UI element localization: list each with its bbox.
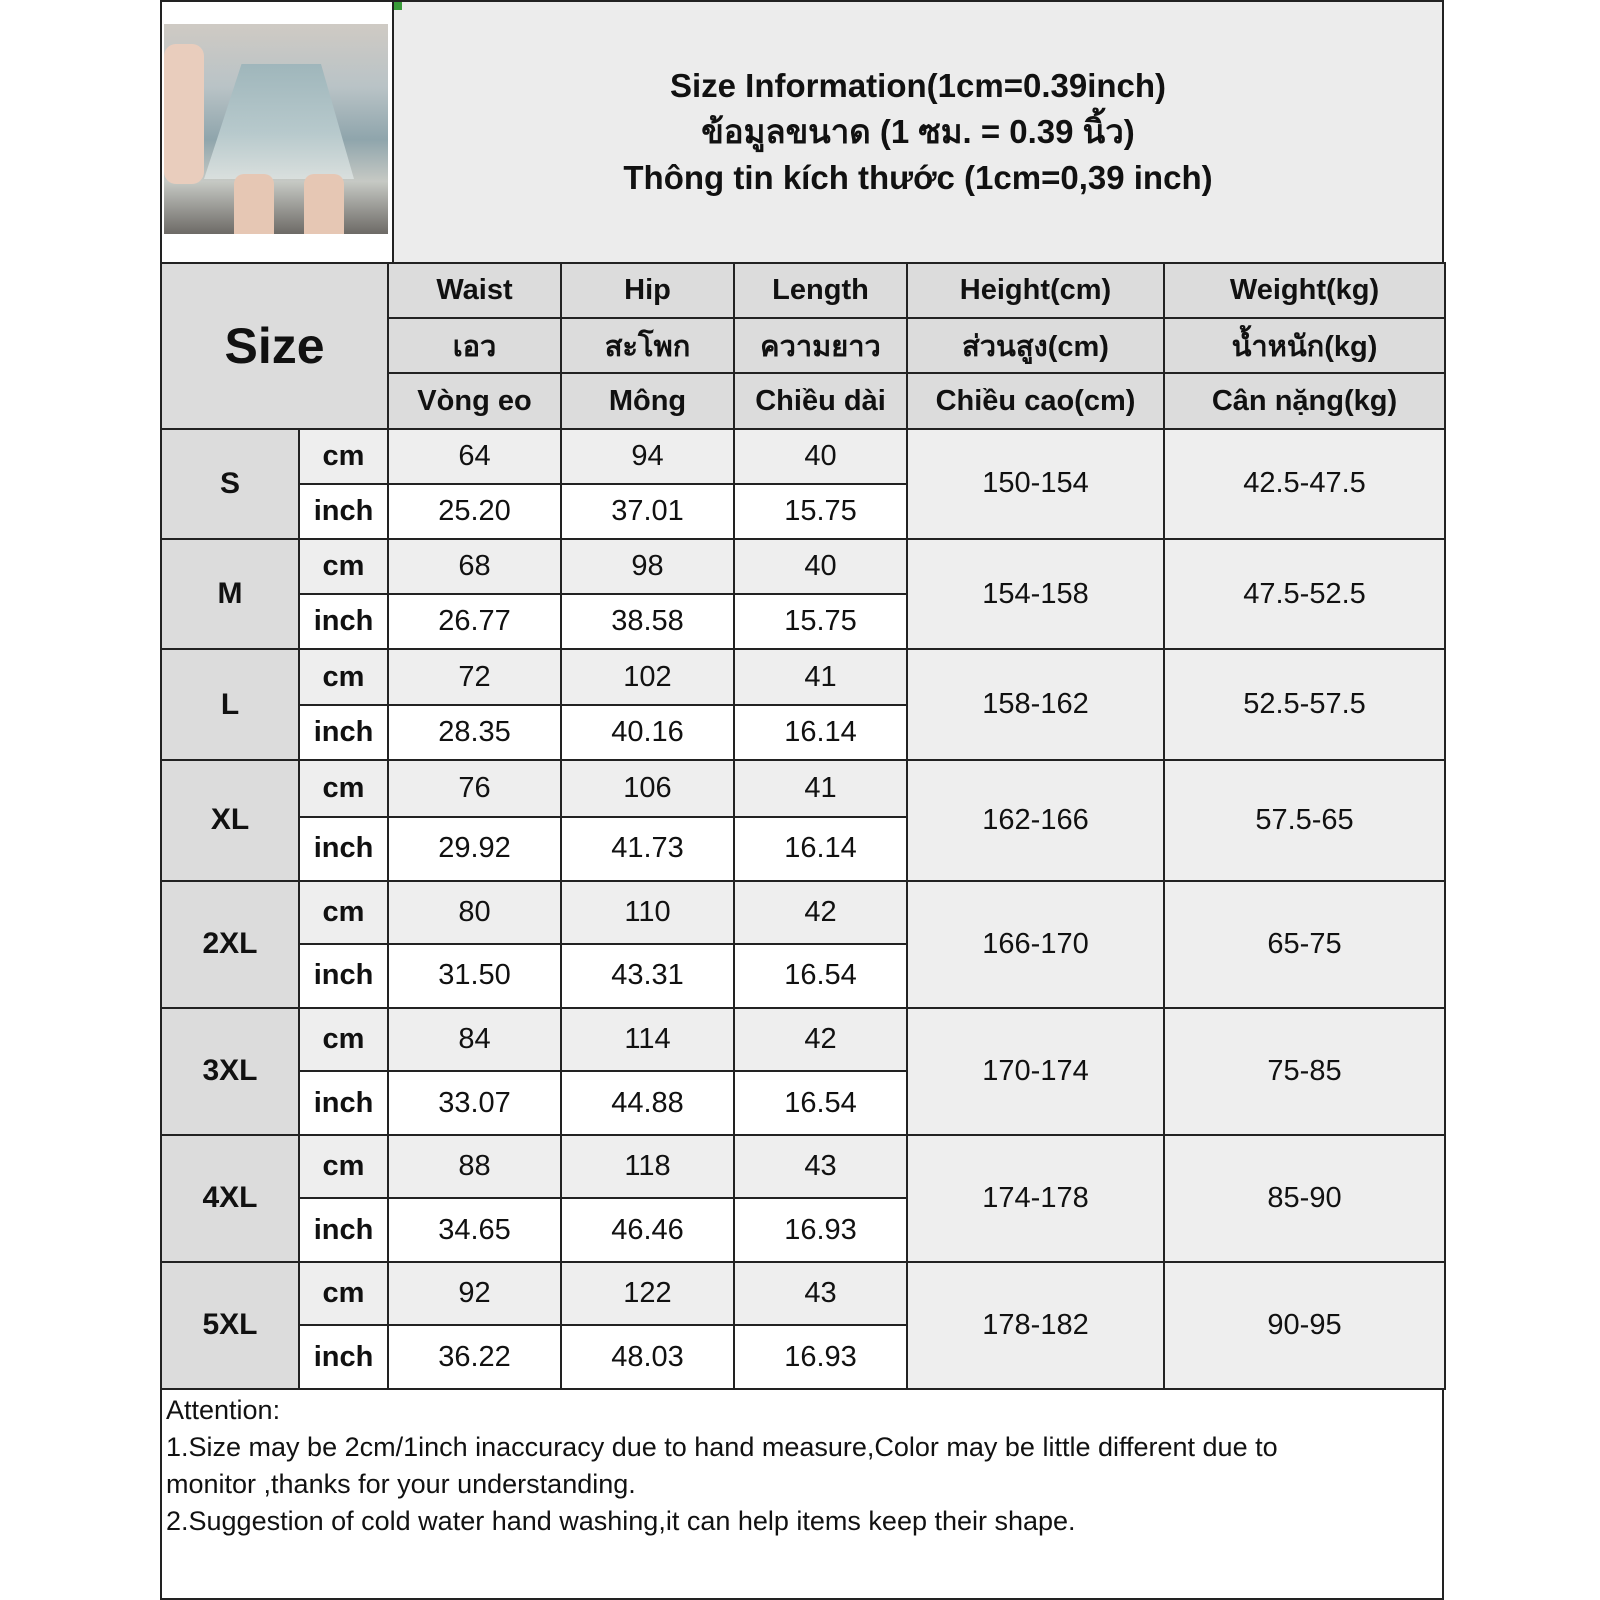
product-photo [164, 24, 388, 234]
col-header-weight-en: Weight(kg) [1164, 263, 1445, 318]
weight-range: 52.5-57.5 [1164, 649, 1445, 759]
height-range: 170-174 [907, 1008, 1164, 1135]
weight-range: 42.5-47.5 [1164, 429, 1445, 539]
size-label: XL [161, 760, 299, 881]
table-row [161, 1262, 1445, 1326]
unit-inch: inch [299, 1071, 388, 1135]
length-inch: 16.54 [734, 944, 907, 1008]
hip-cm: 122 [561, 1262, 734, 1326]
height-range: 174-178 [907, 1135, 1164, 1262]
col-header-height-vi: Chiều cao(cm) [907, 373, 1164, 428]
col-header-height-en: Height(cm) [907, 263, 1164, 318]
hip-cm: 110 [561, 881, 734, 945]
table-row [161, 429, 1445, 484]
size-label: 2XL [161, 881, 299, 1008]
notes-line: 1.Size may be 2cm/1inch inaccuracy due to hand measure,Color may be little different due to [166, 1432, 1278, 1462]
length-cm: 40 [734, 429, 907, 484]
size-info-title [392, 2, 1442, 262]
waist-cm: 80 [388, 881, 561, 945]
table-row [161, 539, 1445, 594]
unit-inch: inch [299, 594, 388, 649]
unit-inch: inch [299, 1325, 388, 1389]
length-cm: 43 [734, 1262, 907, 1326]
waist-cm: 92 [388, 1262, 561, 1326]
title-vietnamese: Thông tin kích thước (1cm=0,39 inch) [623, 159, 1213, 196]
weight-range: 47.5-52.5 [1164, 539, 1445, 649]
corner-accent [394, 2, 402, 10]
height-range: 158-162 [907, 649, 1164, 759]
col-header-hip-vi: Mông [561, 373, 734, 428]
weight-range: 65-75 [1164, 881, 1445, 1008]
title-thai: ข้อมูลขนาด (1 ซม. = 0.39 นิ้ว) [701, 113, 1135, 150]
product-photo-skirt [204, 64, 354, 179]
unit-inch: inch [299, 944, 388, 1008]
length-inch: 16.54 [734, 1071, 907, 1135]
height-range: 150-154 [907, 429, 1164, 539]
unit-cm: cm [299, 881, 388, 945]
waist-cm: 68 [388, 539, 561, 594]
notes-line: 2.Suggestion of cold water hand washing,it can help items keep their shape. [166, 1506, 1076, 1536]
height-range: 162-166 [907, 760, 1164, 881]
size-label: M [161, 539, 299, 649]
unit-cm: cm [299, 539, 388, 594]
waist-cm: 84 [388, 1008, 561, 1072]
length-cm: 42 [734, 881, 907, 945]
table-row [161, 649, 1445, 704]
col-header-weight-th: น้ำหนัก(kg) [1164, 318, 1445, 373]
hip-inch: 38.58 [561, 594, 734, 649]
length-cm: 43 [734, 1135, 907, 1199]
height-range: 166-170 [907, 881, 1164, 1008]
waist-cm: 64 [388, 429, 561, 484]
col-header-hip-th: สะโพก [561, 318, 734, 373]
hip-inch: 44.88 [561, 1071, 734, 1135]
hip-cm: 94 [561, 429, 734, 484]
unit-inch: inch [299, 705, 388, 760]
attention-notes [166, 1392, 1436, 1540]
waist-inch: 31.50 [388, 944, 561, 1008]
table-row [161, 1008, 1445, 1072]
product-photo-arm [164, 44, 204, 184]
table-row [161, 760, 1445, 817]
size-label: 4XL [161, 1135, 299, 1262]
size-label: S [161, 429, 299, 539]
length-inch: 16.93 [734, 1325, 907, 1389]
col-header-waist-vi: Vòng eo [388, 373, 561, 428]
weight-range: 57.5-65 [1164, 760, 1445, 881]
unit-cm: cm [299, 1262, 388, 1326]
unit-inch: inch [299, 1198, 388, 1262]
unit-cm: cm [299, 760, 388, 817]
size-label: L [161, 649, 299, 759]
length-cm: 41 [734, 760, 907, 817]
length-inch: 15.75 [734, 594, 907, 649]
waist-inch: 26.77 [388, 594, 561, 649]
hip-inch: 43.31 [561, 944, 734, 1008]
hip-cm: 114 [561, 1008, 734, 1072]
size-label: 3XL [161, 1008, 299, 1135]
hip-inch: 48.03 [561, 1325, 734, 1389]
table-row [161, 1135, 1445, 1199]
hip-cm: 102 [561, 649, 734, 704]
weight-range: 75-85 [1164, 1008, 1445, 1135]
waist-inch: 25.20 [388, 484, 561, 539]
waist-inch: 33.07 [388, 1071, 561, 1135]
length-inch: 15.75 [734, 484, 907, 539]
col-header-waist-en: Waist [388, 263, 561, 318]
col-header-waist-th: เอว [388, 318, 561, 373]
hip-inch: 40.16 [561, 705, 734, 760]
length-inch: 16.14 [734, 817, 907, 881]
waist-cm: 76 [388, 760, 561, 817]
length-cm: 42 [734, 1008, 907, 1072]
size-header: Size [161, 263, 388, 429]
hip-cm: 98 [561, 539, 734, 594]
col-header-hip-en: Hip [561, 263, 734, 318]
col-header-length-en: Length [734, 263, 907, 318]
length-inch: 16.14 [734, 705, 907, 760]
col-header-length-th: ความยาว [734, 318, 907, 373]
height-range: 154-158 [907, 539, 1164, 649]
col-header-length-vi: Chiều dài [734, 373, 907, 428]
length-cm: 40 [734, 539, 907, 594]
product-photo-leg [234, 174, 274, 234]
waist-inch: 28.35 [388, 705, 561, 760]
waist-cm: 88 [388, 1135, 561, 1199]
weight-range: 90-95 [1164, 1262, 1445, 1389]
waist-cm: 72 [388, 649, 561, 704]
unit-inch: inch [299, 817, 388, 881]
col-header-height-th: ส่วนสูง(cm) [907, 318, 1164, 373]
hip-inch: 37.01 [561, 484, 734, 539]
col-header-weight-vi: Cân nặng(kg) [1164, 373, 1445, 428]
weight-range: 85-90 [1164, 1135, 1445, 1262]
unit-inch: inch [299, 484, 388, 539]
waist-inch: 36.22 [388, 1325, 561, 1389]
hip-inch: 41.73 [561, 817, 734, 881]
title-english: Size Information(1cm=0.39inch) [669, 67, 1167, 104]
hip-inch: 46.46 [561, 1198, 734, 1262]
unit-cm: cm [299, 1135, 388, 1199]
unit-cm: cm [299, 429, 388, 484]
waist-inch: 29.92 [388, 817, 561, 881]
unit-cm: cm [299, 649, 388, 704]
size-label: 5XL [161, 1262, 299, 1389]
notes-heading: Attention: [166, 1395, 281, 1425]
notes-line: monitor ,thanks for your understanding. [166, 1469, 636, 1499]
hip-cm: 106 [561, 760, 734, 817]
table-row [161, 881, 1445, 945]
length-cm: 41 [734, 649, 907, 704]
unit-cm: cm [299, 1008, 388, 1072]
hip-cm: 118 [561, 1135, 734, 1199]
size-table [160, 262, 1446, 1390]
height-range: 178-182 [907, 1262, 1164, 1389]
waist-inch: 34.65 [388, 1198, 561, 1262]
length-inch: 16.93 [734, 1198, 907, 1262]
product-photo-leg [304, 174, 344, 234]
